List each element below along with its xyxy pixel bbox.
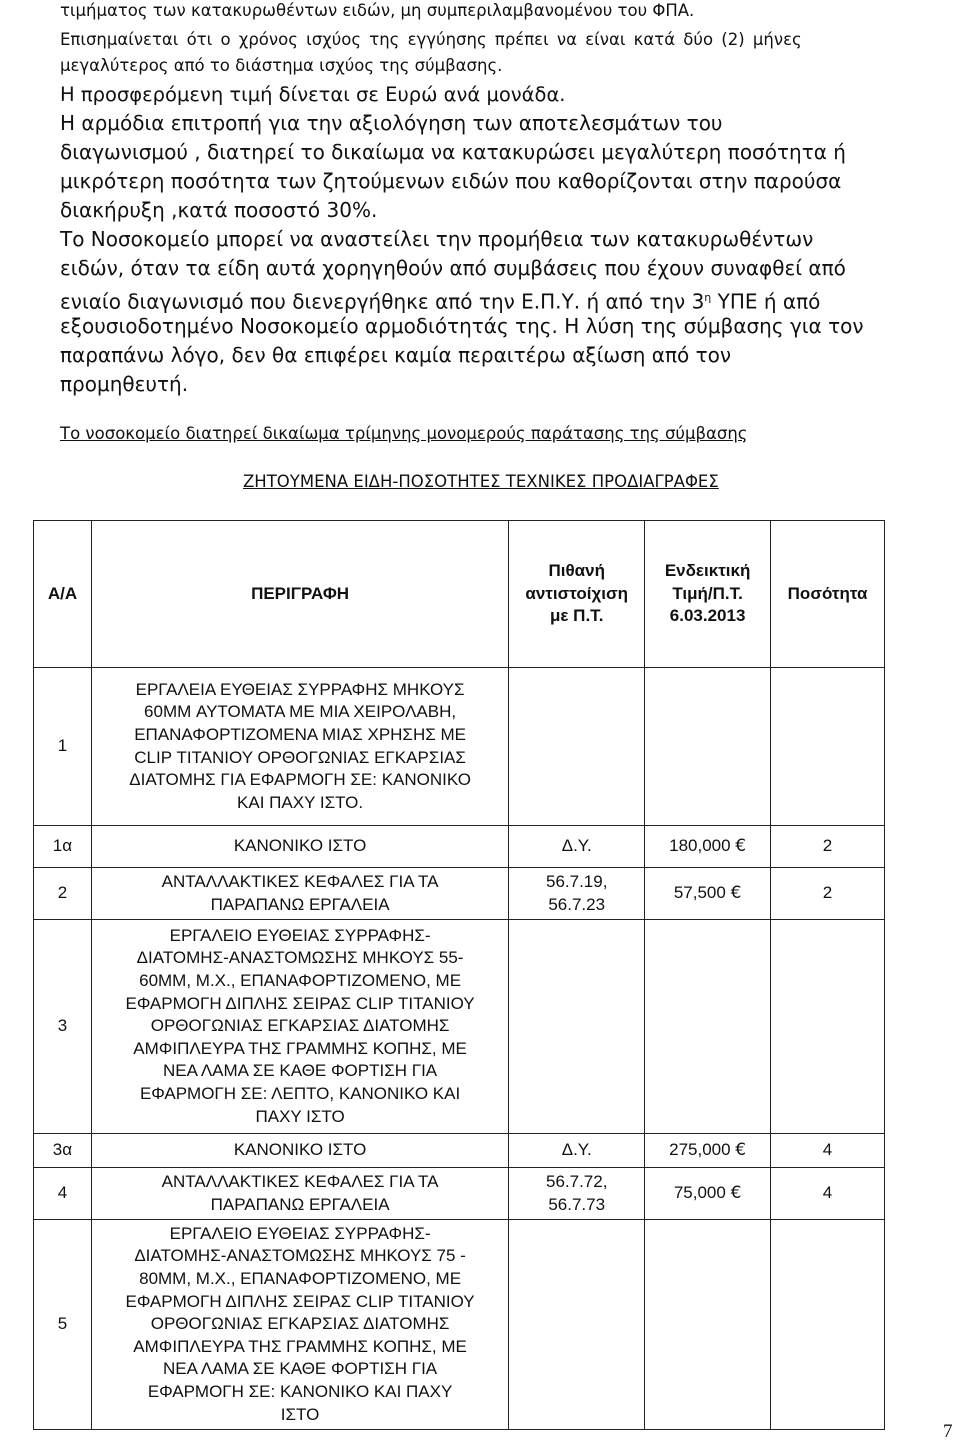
row-quantity (771, 668, 885, 826)
intro-line-4: Η προσφερόμενη τιμή δίνεται σε Ευρώ ανά μονάδα. (60, 83, 566, 106)
row-description: ΕΡΓΑΛΕΙΑ ΕΥΘΕΙΑΣ ΣΥΡΡΑΦΗΣ ΜΗΚΟΥΣ 60MM ΑΥΤΟΜΑΤΑ ΜΕ ΜΙΑ ΧΕΙΡΟΛΑΒΗ, ΕΠΑΝΑΦΟΡΤΙΖΟΜΕΝΑ ΜΙΑΣ ΧΡΗΣΗΣ ΜΕ CLIP ΤΙΤΑΝΙΟΥ ΟΡΘΟΓΩΝΙΑΣ ΕΓΚΑΡΣΙΑΣ ΔΙΑΤΟΜΗΣ ΓΙΑ ΕΦΑΡΜΟΓΗ ΣΕ: ΚΑΝΟΝΙΚΟ ΚΑΙ ΠΑΧΥ ΙΣΤΟ. (91, 668, 508, 826)
row-match: 56.7.19, 56.7.23 (509, 868, 645, 920)
superscript-eta: η (704, 291, 712, 304)
intro-line-3: μεγαλύτερος από το διάστημα ισχύος της σύμβασης. (60, 56, 503, 75)
table-row (34, 868, 885, 920)
row-aa: 1 (34, 668, 92, 826)
para3-line-5: παραπάνω λόγο, δεν θα επιφέρει καμία περαιτέρω αξίωση από τον (60, 343, 732, 367)
intro-line-2: Επισημαίνεται ότι ο χρόνος ισχύος της εγγύησης πρέπει να είναι κατά δύο (2) μήνες (60, 30, 802, 49)
row-price: 180,000 € (645, 826, 771, 868)
row-aa: 3α (34, 1134, 92, 1168)
row-description: ΚΑΝΟΝΙΚΟ ΙΣΤΟ (91, 826, 508, 868)
row-aa: 3 (34, 920, 92, 1134)
row-quantity: 2 (771, 826, 885, 868)
table-row (34, 1168, 885, 1220)
table-row (34, 1220, 885, 1430)
para2-line-2: διαγωνισμού , διατηρεί το δικαίωμα να κατακυρώσει μεγαλύτερη ποσότητα ή (60, 140, 846, 164)
header-match: Πιθανή αντιστοίχιση με Π.Τ. (509, 521, 645, 668)
para3-line-4: εξουσιοδοτημένο Νοσοκομείο αρμοδιότητάς της. Η λύση της σύμβασης για τον (60, 314, 864, 338)
page-number: 7 (943, 1421, 953, 1442)
intro-line-1: τιμήματος των κατακυρωθέντων ειδών, μη συμπεριλαμβανομένου του ΦΠΑ. (60, 1, 695, 20)
table-row (34, 920, 885, 1134)
row-match (509, 1220, 645, 1430)
row-price: 275,000 € (645, 1134, 771, 1168)
euro-symbol: € (735, 1140, 747, 1161)
row-match: 56.7.72, 56.7.73 (509, 1168, 645, 1220)
euro-symbol: € (735, 836, 747, 857)
section-title: ΖΗΤΟΥΜΕΝΑ ΕΙΔΗ-ΠΟΣΟΤΗΤΕΣ ΤΕΧΝΙΚΕΣ ΠΡΟΔΙΑΓΡΑΦΕΣ (243, 472, 719, 491)
items-table (33, 520, 885, 1430)
euro-symbol: € (730, 1183, 742, 1204)
row-price (645, 920, 771, 1134)
row-price: 57,500 € (645, 868, 771, 920)
row-description: ΑΝΤΑΛΛΑΚΤΙΚΕΣ ΚΕΦΑΛΕΣ ΓΙΑ ΤΑ ΠΑΡΑΠΑΝΩ ΕΡΓΑΛΕΙΑ (91, 868, 508, 920)
row-quantity: 4 (771, 1134, 885, 1168)
extension-note: Το νοσοκομείο διατηρεί δικαίωμα τρίμηνης μονομερούς παράτασης της σύμβασης (60, 424, 748, 443)
row-quantity: 2 (771, 868, 885, 920)
row-aa: 2 (34, 868, 92, 920)
row-aa: 4 (34, 1168, 92, 1220)
row-price: 75,000 € (645, 1168, 771, 1220)
row-match (509, 920, 645, 1134)
table-row (34, 1134, 885, 1168)
row-aa: 5 (34, 1220, 92, 1430)
row-description: ΚΑΝΟΝΙΚΟ ΙΣΤΟ (91, 1134, 508, 1168)
row-description: ΑΝΤΑΛΛΑΚΤΙΚΕΣ ΚΕΦΑΛΕΣ ΓΙΑ ΤΑ ΠΑΡΑΠΑΝΩ ΕΡΓΑΛΕΙΑ (91, 1168, 508, 1220)
euro-symbol: € (730, 883, 742, 904)
row-match (509, 668, 645, 826)
header-aa: Α/Α (34, 521, 92, 668)
row-match: Δ.Υ. (509, 1134, 645, 1168)
para3-line-3: ενιαίο διαγωνισμό που διενεργήθηκε από την Ε.Π.Υ. ή από την $3^\eta$ ΥΠΕ ή από (60, 289, 821, 314)
para3-line-2: ειδών, όταν τα είδη αυτά χορηγηθούν από συμβάσεις που έχουν συναφθεί από (60, 256, 846, 280)
row-match: Δ.Υ. (509, 826, 645, 868)
row-quantity (771, 920, 885, 1134)
para2-line-3: μικρότερη ποσότητα των ζητούμενων ειδών που καθορίζονται στην παρούσα (60, 169, 842, 193)
row-price (645, 1220, 771, 1430)
header-description: ΠΕΡΙΓΡΑΦΗ (91, 521, 508, 668)
para3-line-6: προμηθευτή. (60, 372, 189, 396)
para2-line-1: Η αρμόδια επιτροπή για την αξιολόγηση των αποτελεσμάτων του (60, 111, 723, 135)
row-aa: 1α (34, 826, 92, 868)
para2-line-4: διακήρυξη ,κατά ποσοστό 30%. (60, 198, 378, 222)
row-description: ΕΡΓΑΛΕΙΟ ΕΥΘΕΙΑΣ ΣΥΡΡΑΦΗΣ- ΔΙΑΤΟΜΗΣ-ΑΝΑΣΤΟΜΩΣΗΣ ΜΗΚΟΥΣ 75 - 80MM, Μ.Χ., ΕΠΑΝΑΦΟΡΤΙΖΟΜΕΝΟ, ΜΕ ΕΦΑΡΜΟΓΗ ΔΙΠΛΗΣ ΣΕΙΡΑΣ CLIP ΤΙΤΑΝΙΟΥ ΟΡΘΟΓΩΝΙΑΣ ΕΓΚΑΡΣΙΑΣ ΔΙΑΤΟΜΗΣ ΑΜΦΙΠΛΕΥΡΑ ΤΗΣ ΓΡΑΜΜΗΣ ΚΟΠΗΣ, ΜΕ ΝΕΑ ΛΑΜΑ ΣΕ ΚΑΘΕ ΦΟΡΤΙΣΗ ΓΙΑ ΕΦΑΡΜΟΓΗ ΣΕ: ΚΑΝΟΝΙΚΟ ΚΑΙ ΠΑΧΥ ΙΣΤΟ (91, 1220, 508, 1430)
para3-line-1: Το Νοσοκομείο μπορεί να αναστείλει την προμήθεια των κατακυρωθέντων (60, 227, 814, 251)
header-price: Ενδεικτική Τιμή/Π.Τ. 6.03.2013 (645, 521, 771, 668)
row-quantity: 4 (771, 1168, 885, 1220)
row-quantity (771, 1220, 885, 1430)
table-header-row (34, 521, 885, 668)
table-row (34, 668, 885, 826)
row-description: ΕΡΓΑΛΕΙΟ ΕΥΘΕΙΑΣ ΣΥΡΡΑΦΗΣ- ΔΙΑΤΟΜΗΣ-ΑΝΑΣΤΟΜΩΣΗΣ ΜΗΚΟΥΣ 55- 60MM, Μ.Χ., ΕΠΑΝΑΦΟΡΤΙΖΟΜΕΝΟ, ΜΕ ΕΦΑΡΜΟΓΗ ΔΙΠΛΗΣ ΣΕΙΡΑΣ CLIP ΤΙΤΑΝΙΟΥ ΟΡΘΟΓΩΝΙΑΣ ΕΓΚΑΡΣΙΑΣ ΔΙΑΤΟΜΗΣ ΑΜΦΙΠΛΕΥΡΑ ΤΗΣ ΓΡΑΜΜΗΣ ΚΟΠΗΣ, ΜΕ ΝΕΑ ΛΑΜΑ ΣΕ ΚΑΘΕ ΦΟΡΤΙΣΗ ΓΙΑ ΕΦΑΡΜΟΓΗ ΣΕ: ΛΕΠΤΟ, ΚΑΝΟΝΙΚΟ ΚΑΙ ΠΑΧΥ ΙΣΤΟ (91, 920, 508, 1134)
table-row (34, 826, 885, 868)
row-price (645, 668, 771, 826)
header-quantity: Ποσότητα (771, 521, 885, 668)
